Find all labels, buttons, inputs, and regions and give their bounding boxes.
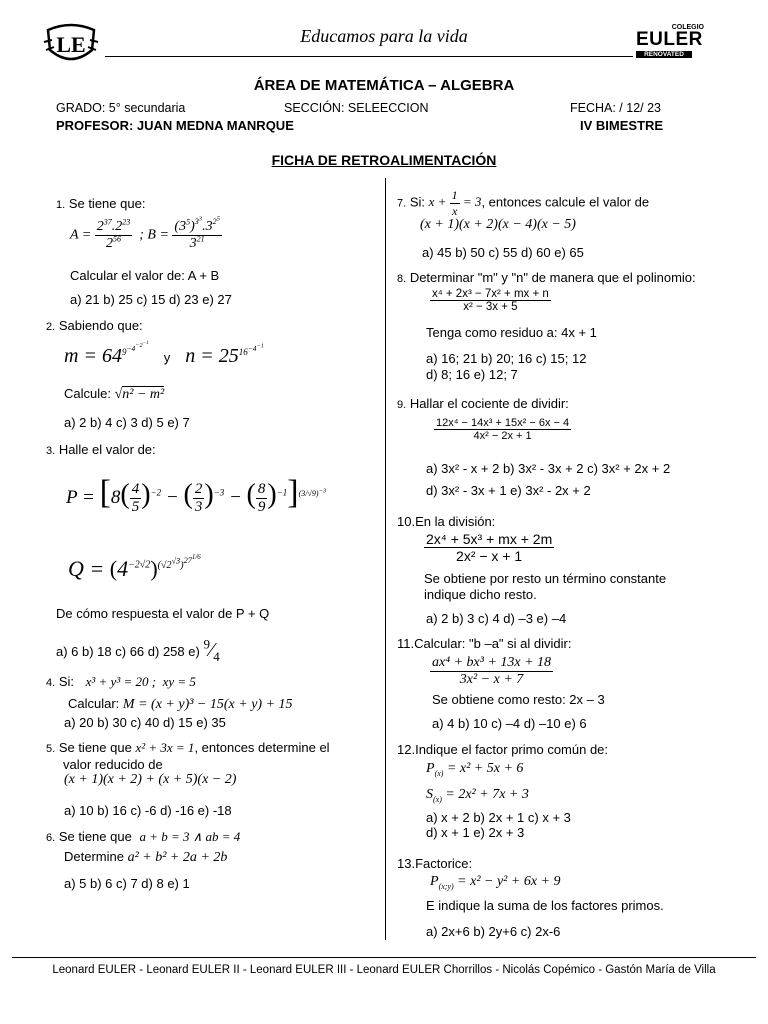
problem-2-expression: $m = 64^{9^{-4^{-2^{-1}}}}$ y $n = 25^{16^{-4^{-1}}}$ <box>64 340 264 368</box>
problem-10-division: $\frac{\text{2x⁴ + 5x³ + mx + 2m}}{\text{2x² − x + 1}}$ <box>426 531 553 564</box>
problem-3-expression-q: $Q = (4^{-2√2})^{(√2^{√3})^{27^{1/6}}}$ <box>68 553 201 581</box>
problem-8-division: $\frac{\text{x⁴ + 2x³ − 7x² + mx + n}}{\text{x² − 3x + 5}}$ <box>432 288 549 313</box>
problem-8-options-row2: d) 8; 16 e) 12; 7 <box>426 367 518 382</box>
column-divider <box>385 178 386 940</box>
footer-schools: Leonard EULER - Leonard EULER II - Leonard EULER III - Leonard EULER Chorrillos - Nicolás Copémico - Gastón María de Villa <box>52 964 716 976</box>
problem-6-options: a) 5 b) 6 c) 7 d) 8 e) 1 <box>64 876 190 891</box>
problem-12-options-row2: d) x + 1 e) 2x + 3 <box>426 825 525 840</box>
problem-3: 3. Halle el valor de: <box>46 442 156 457</box>
problem-9: 9. Hallar el cociente de dividir: <box>397 396 569 411</box>
problem-1-options: a) 21 b) 25 c) 15 d) 23 e) 27 <box>70 292 232 307</box>
problem-6: 6. Se tiene que a + b = 3 ∧ ab = 4 <box>46 829 241 844</box>
problem-11: 11.Calcular: "b –a" si al dividir: <box>397 636 572 651</box>
colegio-euler-logo: COLEGIO EULER RENOVATED <box>636 24 704 58</box>
problem-12-poly-p: $P_{(x)} = x^2 + 5x + 6$ <box>426 761 524 778</box>
problem-10-text-1: Se obtiene por resto un término constante <box>424 571 667 586</box>
problem-11-options: a) 4 b) 10 c) –4 d) –10 e) 6 <box>432 716 587 731</box>
problem-9-options-row2: d) 3x² - 3x + 1 e) 3x² - 2x + 2 <box>426 483 591 498</box>
svg-text:LE: LE <box>56 32 86 57</box>
header-rule <box>105 56 633 57</box>
problem-11-condition: Se obtiene como resto: 2x – 3 <box>432 692 605 707</box>
problem-3-options: a) 6 b) 18 c) 66 d) 258 e) $^9⁄_4$ <box>56 636 220 664</box>
problem-3-expression-p: P = [8( $\frac{4}{5}$ )$^{-2}$ − ( $\frac{2}{3}$ )$^{-3}$ − ( $\frac{8}{9}$ )$^{-1}$]$^{(3/√9)^{-3}}$ <box>66 474 327 516</box>
seccion-label: SECCIÓN: SELEECCION <box>284 101 429 115</box>
problem-8-options-row1: a) 16; 21 b) 20; 16 c) 15; 12 <box>426 351 587 366</box>
problem-6-question: Determine a² + b² + 2a + 2b <box>64 849 228 865</box>
footer-rule <box>12 957 756 958</box>
problem-10-text-2: indique dicho resto. <box>424 587 537 602</box>
problem-13-options: a) 2x+6 b) 2y+6 c) 2x-6 <box>426 924 561 939</box>
problem-13-question: E indique la suma de los factores primos. <box>426 898 664 913</box>
school-motto: Educamos para la vida <box>300 26 468 46</box>
grado-label: GRADO: 5° secundaria <box>56 101 186 115</box>
problem-13-expression: $P_{(x;y)} = x^2 - y^2 + 6x + 9$ <box>430 874 561 891</box>
problem-4: 4. Si: x³ + y³ = 20 ; xy = 5 <box>46 674 196 689</box>
problem-8: 8. Determinar "m" y "n" de manera que el polinomio: <box>397 270 696 285</box>
bimestre-label: IV BIMESTRE <box>580 118 664 133</box>
ficha-title: FICHA DE RETROALIMENTACIÓN <box>271 152 497 168</box>
problem-2-options: a) 2 b) 4 c) 3 d) 5 e) 7 <box>64 415 190 430</box>
problem-2-question: Calcule: √n² − m² <box>64 386 165 402</box>
problem-12: 12.Indique el factor primo común de: <box>397 742 609 757</box>
problem-12-poly-s: $S_{(x)} = 2x^2 + 7x + 3$ <box>426 787 529 804</box>
problem-1: 1. Se tiene que: <box>56 196 146 211</box>
problem-7-options: a) 45 b) 50 c) 55 d) 60 e) 65 <box>422 245 584 260</box>
fecha-label: FECHA: / 12/ 23 <box>570 101 662 115</box>
problem-4-options: a) 20 b) 30 c) 40 d) 15 e) 35 <box>64 715 226 730</box>
problem-5-options: a) 10 b) 16 c) -6 d) -16 e) -18 <box>64 803 232 818</box>
problem-10-options: a) 2 b) 3 c) 4 d) –3 e) –4 <box>426 611 567 626</box>
problem-10: 10.En la división: <box>397 514 496 529</box>
problem-12-options-row1: a) x + 2 b) 2x + 1 c) x + 3 <box>426 810 571 825</box>
problem-7-expression: (x + 1)(x + 2)(x − 4)(x − 5) <box>420 217 576 232</box>
problem-8-condition: Tenga como residuo a: 4x + 1 <box>426 325 597 340</box>
area-title: ÁREA DE MATEMÁTICA – ALGEBRA <box>253 77 515 94</box>
problem-3-question: De cómo respuesta el valor de P + Q <box>56 606 270 621</box>
problem-4-question: Calcular: M = (x + y)³ − 15(x + y) + 15 <box>68 696 293 712</box>
profesor-label: PROFESOR: JUAN MEDNA MANRQUE <box>56 118 294 133</box>
problem-11-division: $\frac{\text{ax⁴ + bx³ + 13x + 18}}{\text{3x² − x + 7}}$ <box>432 655 552 687</box>
problem-5-expression: (x + 1)(x + 2) + (x + 5)(x − 2) <box>64 772 237 787</box>
problem-9-division: $\frac{\text{12x⁴ − 14x³ + 15x² − 6x − 4}}{\text{4x² − 2x + 1}}$ <box>436 417 570 442</box>
problem-1-question: Calcular el valor de: A + B <box>70 268 220 283</box>
problem-7: 7. Si: x + $\frac{1}{x}$ = 3, entonces calcule el valor de <box>397 188 650 218</box>
problem-1-expression: A = $\frac{2^{37}.2^{23}}{2^{56}}$ ; B = $\frac{(3^5)^{3^3}.3^{2^5}}{3^{21}}$ <box>70 215 220 251</box>
problem-5: 5. Se tiene que x² + 3x = 1, entonces determine el valor reducido de <box>46 740 330 772</box>
problem-2: 2. Sabiendo que: <box>46 318 143 333</box>
problem-13: 13.Factorice: <box>397 856 473 871</box>
problem-9-options-row1: a) 3x² - x + 2 b) 3x² - 3x + 2 c) 3x² + 2x + 2 <box>426 461 671 476</box>
